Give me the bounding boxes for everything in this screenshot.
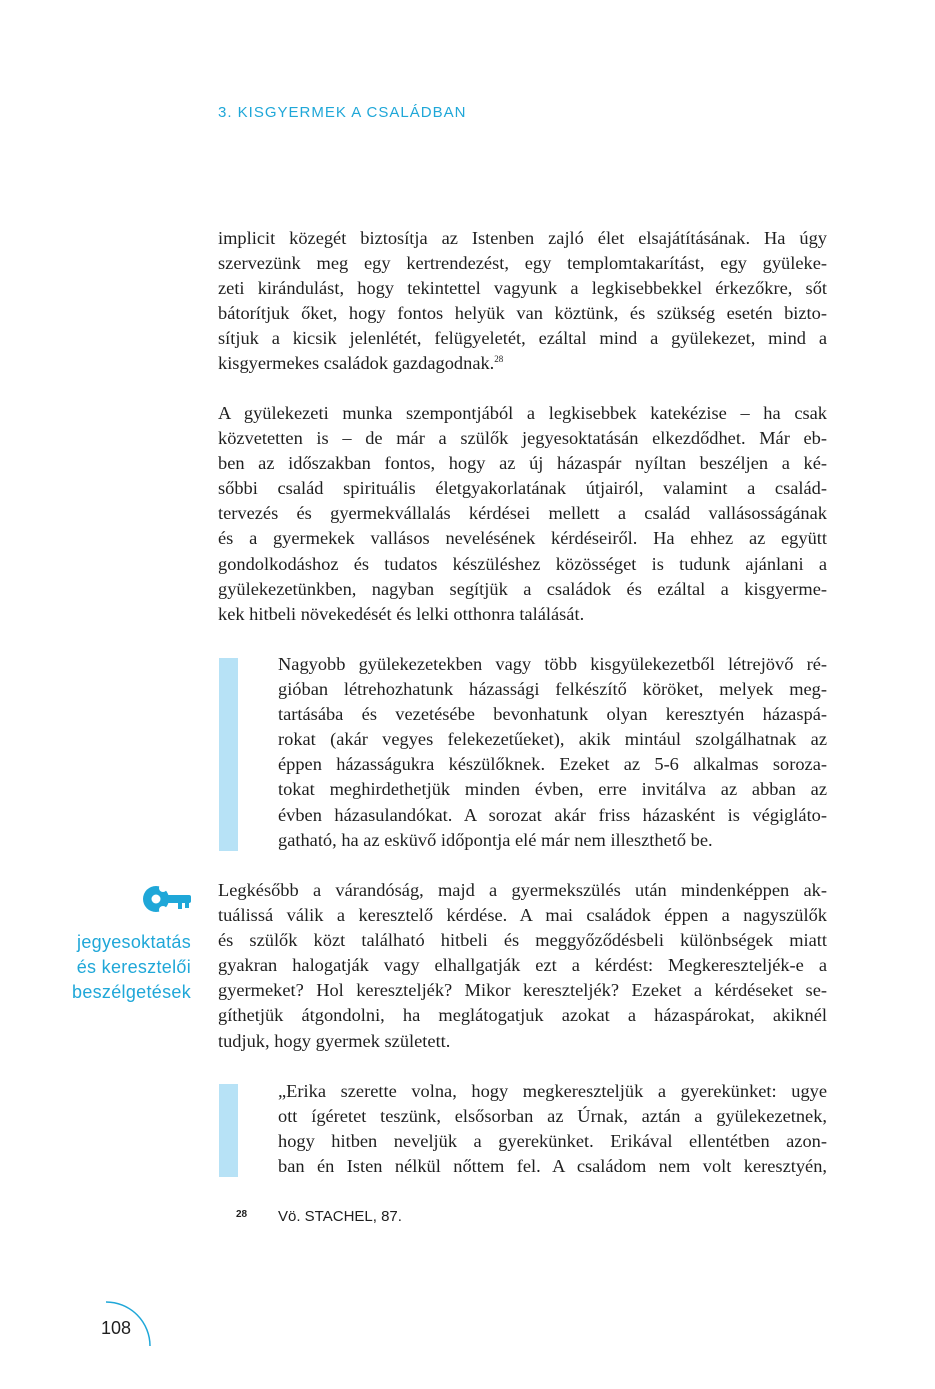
text-line-content: kisgyermekes családok gazdagodnak. [218, 353, 495, 374]
text-line: tartásába és vezetésébe bevonhatunk olyan keresztyén házaspá- [278, 704, 827, 725]
footnote-number: 28 [236, 1209, 248, 1220]
footnote-reference[interactable]: 28 [494, 354, 504, 365]
text-line: gióban létrehozhatunk házassági felkészítő köröket, melyek meg- [278, 679, 827, 700]
paragraph-1 [218, 226, 827, 377]
text-line: rokat (akár vegyes felekezetűeket), akik mintául szolgálhatnak az [278, 729, 827, 750]
text-line: kek hitbeli növekedését és lelki otthonra találását. [218, 603, 585, 624]
text-line: gondolkodáshoz és tudatos készüléshez közösséget is tudunk ajánlani a [218, 553, 827, 574]
text-line: sőbbi család spirituális életgyakorlatának útjairól, valamint a család- [218, 478, 827, 499]
key-icon [142, 880, 192, 918]
text-line: tervezés és gyermekvállalás kérdései mellett a család vallásosságának [218, 503, 827, 524]
text-line: implicit közegét biztosítja az Istenben zajló élet elsajátításának. Ha úgy [218, 228, 827, 248]
text-line: Legkésőbb a várandóság, majd a gyermekszülés után mindenképpen ak- [218, 880, 827, 900]
sidebar-label [72, 930, 191, 1005]
text-line: és szülők közt található hitbeli és meggyőződésbeli különbségek miatt [218, 930, 827, 951]
text-line: szervezünk meg egy kertrendezést, egy templomtakarítást, egy gyüleke- [218, 253, 827, 274]
text-line: tudjuk, hogy gyermek született. [218, 1030, 451, 1051]
sidebar-label-line: beszélgetések [72, 982, 191, 1002]
text-line: gyülekezetünkben, nagyban segítjük a családok és ezáltal a kisgyermе- [218, 578, 827, 599]
page-number: 108 [101, 1318, 132, 1338]
paragraph-3 [218, 878, 827, 1054]
footnote-text: Vö. STACHEL, 87. [278, 1208, 402, 1225]
text-line: gatható, ha az esküvő időpontja elé már nem illeszthető be. [278, 829, 713, 850]
text-line: sítjuk a kicsik jelenlétét, felügyeletét, ezáltal mind a gyülekezet, mind a [218, 328, 827, 349]
text-line: tuálissá válik a keresztelő kérdése. A mai családok éppen a nagyszülők [218, 905, 827, 926]
text-line: hogy hitben neveljük a gyerekünket. Erikával ellentétben azon- [278, 1131, 827, 1152]
text-line: bátorítjuk őket, hogy fontos helyük van köztünk, és szükség esetén bizto- [218, 303, 827, 324]
text-line: ben az időszakban fontos, hogy az új házaspár nyíltan beszéljen a ké- [218, 453, 827, 474]
text-line: éppen házasságukra készülőknek. Ezeket az 5-6 alkalmas soroza- [278, 754, 827, 775]
text-line: Nagyobb gyülekezetekben vagy több kisgyülekezetből létrejövő ré- [278, 654, 827, 674]
text-line: és a gyermekek vallásos nevelésének kérdéseiről. Ha ehhez az együtt [218, 528, 827, 549]
quote-block-2 [278, 1079, 827, 1179]
text-line: gyakran halogatják vagy elhallgatják ezt a kérdést: Megkereszteljék-e a [218, 955, 827, 976]
sidebar-label-line: és keresztelői [76, 957, 191, 977]
sidebar-label-line: jegyesoktatás [77, 932, 191, 952]
text-line: gíthetjük átgondolni, ha meglátogatjuk azokat a házaspárokat, akiknél [218, 1005, 827, 1026]
text-line: tokat meghirdethetjük minden évben, erre invitálva az abban az [278, 779, 827, 800]
text-line: ban én Isten nélkül nőttem fel. A családom nem volt keresztyén, [278, 1156, 827, 1177]
text-line: gyermeket? Hol kereszteljék? Mikor kereszteljék? Ezeket a kérdéseket se- [218, 980, 827, 1001]
paragraph-2 [218, 401, 827, 627]
quote-bar [219, 1084, 238, 1177]
quote-bar [219, 658, 238, 851]
text-line: zeti kirándulást, hogy tekintettel vagyunk a legkisebbekkel érkezőkre, sőt [218, 278, 827, 299]
text-line: közvetetten is – de már a szülők jegyesoktatásán elkezdődhet. Már eb- [218, 428, 827, 449]
text-line: A gyülekezeti munka szempontjából a legkisebbek katekézise – ha csak [218, 403, 827, 423]
text-line: évben házasulandókat. A sorozat akár friss házasként is végiglátо- [278, 804, 827, 825]
quote-block-1 [278, 652, 827, 853]
text-line: „Erika szerette volna, hogy megkereszteljük a gyerekünket: ugye [278, 1081, 827, 1101]
text-line [218, 351, 827, 376]
chapter-header: 3. KISGYERMEK A CSALÁDBAN [218, 104, 467, 121]
text-line: ott ígéretet teszünk, elsősorban az Úrnak, aztán a gyülekezetnek, [278, 1106, 827, 1127]
